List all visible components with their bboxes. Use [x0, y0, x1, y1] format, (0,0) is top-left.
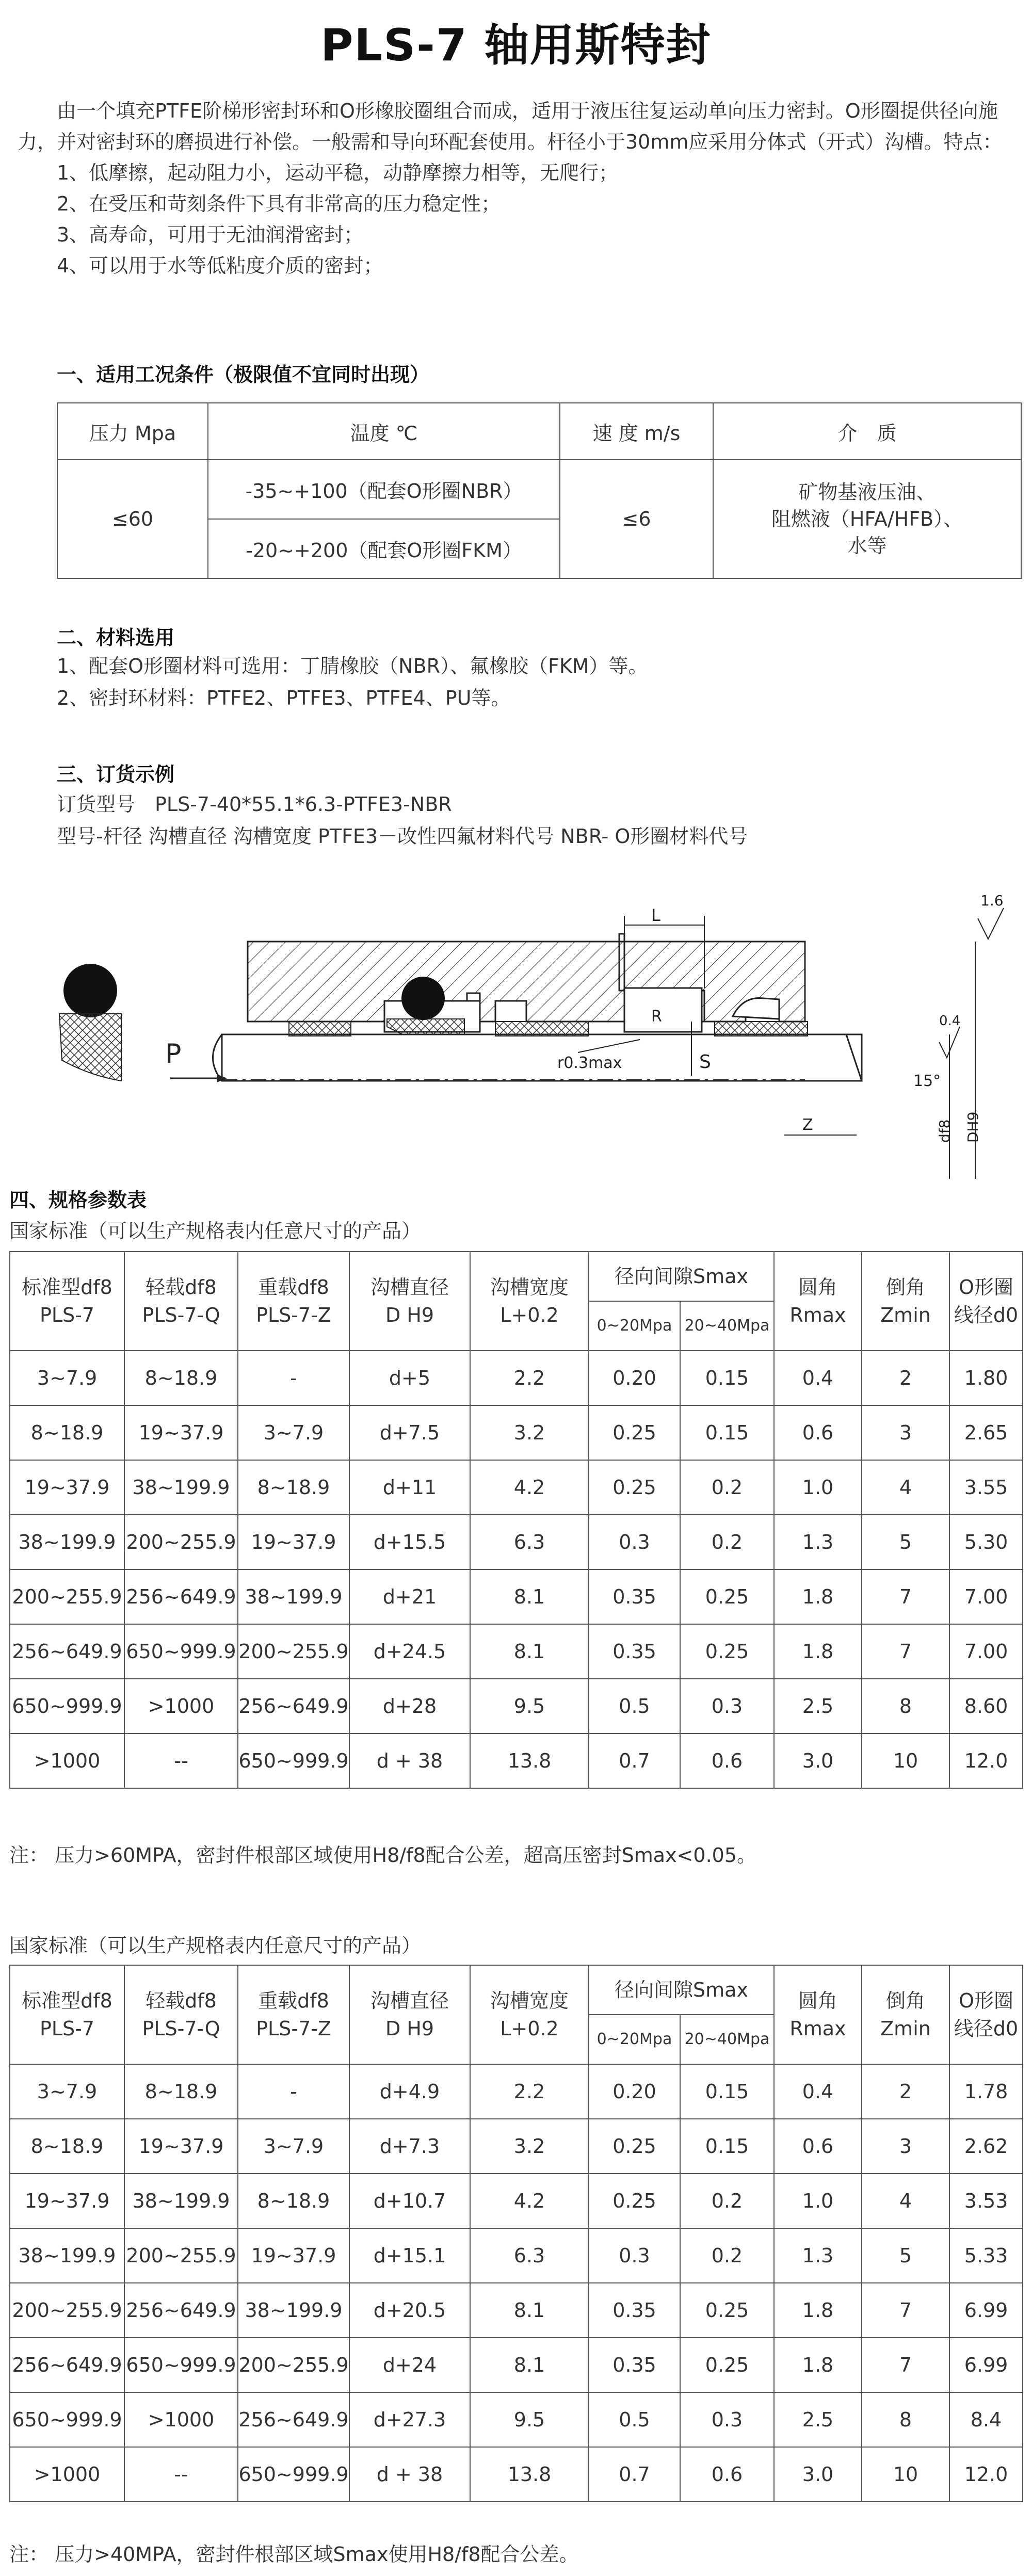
table1-note: 注： 压力>60MPA，密封件根部区域使用H8/f8配合公差，超高压密封Smax<0.05。 — [9, 1844, 757, 1867]
o-ring-icon — [63, 964, 117, 1017]
table-cell: d+5 — [349, 1351, 470, 1405]
table-row — [10, 2119, 1023, 2174]
table-cell: 5.30 — [949, 1515, 1023, 1569]
table-cell: 1.3 — [774, 2228, 862, 2283]
table-cell: 1.78 — [949, 2064, 1023, 2119]
table-cell: 2.65 — [949, 1405, 1023, 1460]
table-cell: d+20.5 — [349, 2283, 470, 2338]
table-cell: - — [238, 2064, 349, 2119]
col-oring: O形圈 线径d0 — [949, 1965, 1023, 2064]
table-cell: 650~999.9 — [238, 1733, 349, 1788]
table-cell: 0.25 — [589, 1460, 680, 1515]
table-cell: 8 — [862, 2392, 949, 2447]
table-cell: 0.3 — [589, 2228, 680, 2283]
table-cell: 5 — [862, 1515, 949, 1569]
dim-angle: 15° — [913, 1072, 941, 1090]
table-cell: 38~199.9 — [10, 2228, 124, 2283]
table-cell: 1.3 — [774, 1515, 862, 1569]
table-cell: d+27.3 — [349, 2392, 470, 2447]
table-row — [10, 2064, 1023, 2119]
table-cell: 2.5 — [774, 1679, 862, 1733]
table-cell: 0.3 — [680, 1679, 774, 1733]
medium-line: 矿物基液压油、 — [798, 481, 936, 504]
table-cell: 6.99 — [949, 2338, 1023, 2392]
dim-S: S — [699, 1051, 711, 1073]
intro-paragraph: 由一个填充PTFE阶梯形密封环和O形橡胶圈组合而成，适用于液压往复运动单向压力密封。O形圈提供径向施力，并对密封环的磨损进行补偿。一般需和导向环配套使用。杆径小于30mm应采用分体式（开式）沟槽。特点： — [18, 100, 1003, 153]
col-light: 轻载df8 PLS-7-Q — [124, 1252, 238, 1351]
table-cell: 200~255.9 — [238, 2338, 349, 2392]
spec-table-national-2 — [9, 1965, 1023, 2502]
table-cell: 0.2 — [680, 1515, 774, 1569]
table-cell: 1.8 — [774, 2283, 862, 2338]
table-cell: d+28 — [349, 1679, 470, 1733]
table-cell: 0.25 — [680, 1569, 774, 1624]
table-cell: 0.20 — [589, 2064, 680, 2119]
col-gap-low: 0~20Mpa — [589, 1301, 680, 1351]
col-gap: 径向间隙Smax — [589, 1965, 774, 2015]
table-cell: 13.8 — [470, 1733, 589, 1788]
o-ring-icon — [401, 977, 445, 1020]
order-text — [57, 788, 748, 852]
table-cell: 650~999.9 — [10, 2392, 124, 2447]
table-cell: 8.60 — [949, 1679, 1023, 1733]
speed-value: ≤6 — [560, 460, 713, 578]
table-cell: 0.4 — [774, 2064, 862, 2119]
table-cell: 8~18.9 — [124, 2064, 238, 2119]
table-cell: 8.1 — [470, 2283, 589, 2338]
table-cell: 38~199.9 — [238, 2283, 349, 2338]
table-cell: 2.62 — [949, 2119, 1023, 2174]
table-cell: 0.25 — [589, 2119, 680, 2174]
table-cell: 6.99 — [949, 2283, 1023, 2338]
table-cell: 13.8 — [470, 2447, 589, 2502]
intro-section — [18, 95, 1013, 281]
col-groove-dia: 沟槽直径 D H9 — [349, 1252, 470, 1351]
col-gap: 径向间隙Smax — [589, 1252, 774, 1301]
guide-ring — [495, 1022, 588, 1036]
table-cell: 0.15 — [680, 2119, 774, 2174]
table-row — [10, 1515, 1023, 1569]
dim-df8: df8 — [936, 1119, 953, 1143]
feature-item: 4、可以用于水等低粘度介质的密封； — [57, 254, 383, 277]
table-cell: 0.25 — [589, 1405, 680, 1460]
table-cell: 650~999.9 — [238, 2447, 349, 2502]
table-cell: 200~255.9 — [238, 1624, 349, 1679]
table-row — [10, 2228, 1023, 2283]
order-heading: 三、订货示例 — [57, 763, 175, 786]
col-oring: O形圈 线径d0 — [949, 1252, 1023, 1351]
table-cell: 0.6 — [774, 1405, 862, 1460]
table-cell: 0.5 — [589, 2392, 680, 2447]
table-cell: d + 38 — [349, 2447, 470, 2502]
table-cell: d+7.5 — [349, 1405, 470, 1460]
col-standard: 标准型df8 PLS-7 — [10, 1252, 124, 1351]
table-cell: 38~199.9 — [10, 1515, 124, 1569]
table-cell: 3~7.9 — [238, 2119, 349, 2174]
table-cell: 3.2 — [470, 1405, 589, 1460]
table-cell: 19~37.9 — [124, 2119, 238, 2174]
dim-DH9: DH9 — [964, 1111, 981, 1143]
table-cell: 7.00 — [949, 1624, 1023, 1679]
table-cell: 7 — [862, 2283, 949, 2338]
feature-item: 2、在受压和苛刻条件下具有非常高的压力稳定性； — [57, 192, 501, 215]
table-cell: 2 — [862, 2064, 949, 2119]
table-cell: 19~37.9 — [238, 2228, 349, 2283]
table-cell: 8.1 — [470, 1569, 589, 1624]
materials-text — [57, 650, 648, 714]
table-cell: 38~199.9 — [124, 1460, 238, 1515]
materials-heading: 二、材料选用 — [57, 626, 175, 649]
conditions-heading: 一、适用工况条件（极限值不宜同时出现） — [57, 363, 430, 386]
guide-ring — [289, 1022, 351, 1036]
table-cell: 9.5 — [470, 2392, 589, 2447]
header-medium: 介 质 — [713, 403, 1021, 460]
table-cell: 0.2 — [680, 1460, 774, 1515]
table-cell: 256~649.9 — [124, 2283, 238, 2338]
table-cell: 38~199.9 — [238, 1569, 349, 1624]
table-cell: 10 — [862, 1733, 949, 1788]
table-cell: 3.0 — [774, 2447, 862, 2502]
col-groove-width: 沟槽宽度 L+0.2 — [470, 1965, 589, 2064]
col-heavy: 重载df8 PLS-7-Z — [238, 1252, 349, 1351]
col-radius: 圆角 Rmax — [774, 1965, 862, 2064]
table-row — [10, 1679, 1023, 1733]
table-cell: 3.0 — [774, 1733, 862, 1788]
table-cell: 0.35 — [589, 1569, 680, 1624]
table-cell: 200~255.9 — [124, 1515, 238, 1569]
table-row — [10, 1624, 1023, 1679]
table-cell: 0.6 — [680, 1733, 774, 1788]
table-cell: 0.20 — [589, 1351, 680, 1405]
table-cell: 8 — [862, 1679, 949, 1733]
table-cell: 3 — [862, 1405, 949, 1460]
table-row — [10, 1569, 1023, 1624]
table-cell: 0.35 — [589, 2283, 680, 2338]
pressure-label: P — [165, 1039, 182, 1070]
table-cell: 7 — [862, 1624, 949, 1679]
table2-caption: 国家标准（可以生产规格表内任意尺寸的产品） — [9, 1934, 422, 1957]
table-cell: d+11 — [349, 1460, 470, 1515]
table-cell: 256~649.9 — [238, 2392, 349, 2447]
table-cell: 4.2 — [470, 1460, 589, 1515]
conditions-table — [57, 402, 1022, 579]
table-cell: 0.4 — [774, 1351, 862, 1405]
table-row — [10, 2392, 1023, 2447]
table-cell: >1000 — [10, 2447, 124, 2502]
table-cell: -- — [124, 2447, 238, 2502]
header-speed: 速 度 m/s — [560, 403, 713, 460]
table-cell: 0.7 — [589, 1733, 680, 1788]
table-row — [10, 1460, 1023, 1515]
table-cell: 0.25 — [680, 2338, 774, 2392]
table-cell: 1.8 — [774, 2338, 862, 2392]
table-row — [10, 2174, 1023, 2228]
dim-L: L — [651, 905, 660, 925]
table-row — [10, 1733, 1023, 1788]
table-cell: 0.5 — [589, 1679, 680, 1733]
table-cell: 650~999.9 — [10, 1679, 124, 1733]
table-cell: 256~649.9 — [10, 1624, 124, 1679]
table-cell: d+10.7 — [349, 2174, 470, 2228]
table1-caption: 国家标准（可以生产规格表内任意尺寸的产品） — [9, 1220, 422, 1242]
table-cell: 4 — [862, 2174, 949, 2228]
table-cell: 0.3 — [680, 2392, 774, 2447]
table-cell: 3.55 — [949, 1460, 1023, 1515]
table-cell: 19~37.9 — [238, 1515, 349, 1569]
table-cell: 200~255.9 — [10, 2283, 124, 2338]
material-line: 2、密封环材料：PTFE2、PTFE3、PTFE4、PU等。 — [57, 687, 511, 709]
col-groove-width: 沟槽宽度 L+0.2 — [470, 1252, 589, 1351]
table-cell: 256~649.9 — [238, 1679, 349, 1733]
medium-value — [713, 460, 1021, 578]
table-cell: d+15.1 — [349, 2228, 470, 2283]
table-cell: 650~999.9 — [124, 2338, 238, 2392]
table-cell: 8.1 — [470, 2338, 589, 2392]
table-cell: d+4.9 — [349, 2064, 470, 2119]
col-gap-high: 20~40Mpa — [680, 1301, 774, 1351]
table-cell: 8.4 — [949, 2392, 1023, 2447]
table-cell: d+21 — [349, 1569, 470, 1624]
page-title: PLS-7 轴用斯特封 — [320, 20, 712, 71]
table-cell: 0.15 — [680, 1405, 774, 1460]
table-cell: 1.0 — [774, 1460, 862, 1515]
table-cell: 7.00 — [949, 1569, 1023, 1624]
feature-item: 1、低摩擦，起动阻力小，运动平稳，动静摩擦力相等，无爬行； — [57, 161, 619, 184]
table-cell: d+24 — [349, 2338, 470, 2392]
table-cell: 256~649.9 — [10, 2338, 124, 2392]
table-cell: 0.15 — [680, 1351, 774, 1405]
table-cell: 9.5 — [470, 1679, 589, 1733]
table-cell: 0.3 — [589, 1515, 680, 1569]
table-cell: 0.35 — [589, 2338, 680, 2392]
temp-nbr: -35~+100（配套O形圈NBR） — [208, 460, 560, 519]
col-chamfer: 倒角 Zmin — [862, 1252, 949, 1351]
table-cell: 256~649.9 — [124, 1569, 238, 1624]
table-cell: >1000 — [124, 1679, 238, 1733]
table-row — [10, 2338, 1023, 2392]
table-cell: 0.35 — [589, 1624, 680, 1679]
col-heavy: 重载df8 PLS-7-Z — [238, 1965, 349, 2064]
table-cell: 5 — [862, 2228, 949, 2283]
seal-groove-diagram — [0, 890, 1032, 1187]
table-cell: 1.0 — [774, 2174, 862, 2228]
table-cell: 3~7.9 — [10, 2064, 124, 2119]
table-cell: d+15.5 — [349, 1515, 470, 1569]
col-groove-dia: 沟槽直径 D H9 — [349, 1965, 470, 2064]
table-cell: - — [238, 1351, 349, 1405]
housing-hatched — [248, 934, 805, 1022]
col-light: 轻载df8 PLS-7-Q — [124, 1965, 238, 2064]
table-cell: 1.8 — [774, 1569, 862, 1624]
material-line: 1、配套O形圈材料可选用：丁腈橡胶（NBR）、氟橡胶（FKM）等。 — [57, 655, 648, 677]
table-cell: 0.15 — [680, 2064, 774, 2119]
temp-fkm: -20~+200（配套O形圈FKM） — [208, 519, 560, 578]
col-gap-low: 0~20Mpa — [589, 2015, 680, 2064]
table-cell: 1.80 — [949, 1351, 1023, 1405]
table-cell: 0.2 — [680, 2174, 774, 2228]
table-cell: 6.3 — [470, 1515, 589, 1569]
table-cell: 19~37.9 — [10, 2174, 124, 2228]
table-cell: 6.3 — [470, 2228, 589, 2283]
table-cell: 7 — [862, 2338, 949, 2392]
table-cell: 2.2 — [470, 2064, 589, 2119]
table-cell: 650~999.9 — [124, 1624, 238, 1679]
table-cell: 19~37.9 — [10, 1460, 124, 1515]
table-cell: 4 — [862, 1460, 949, 1515]
table-cell: 8~18.9 — [124, 1351, 238, 1405]
table-cell: 3~7.9 — [10, 1351, 124, 1405]
col-gap-high: 20~40Mpa — [680, 2015, 774, 2064]
spec-table-national-1 — [9, 1251, 1023, 1789]
order-model: 订货型号 PLS-7-40*55.1*6.3-PTFE3-NBR — [57, 793, 452, 816]
table-cell: 0.7 — [589, 2447, 680, 2502]
table-cell: 5.33 — [949, 2228, 1023, 2283]
table-cell: 0.25 — [680, 1624, 774, 1679]
table-cell: 2.5 — [774, 2392, 862, 2447]
table-cell: 0.6 — [680, 2447, 774, 2502]
table-cell: 12.0 — [949, 1733, 1023, 1788]
table-cell: 8~18.9 — [238, 1460, 349, 1515]
specs-heading: 四、规格参数表 — [9, 1189, 147, 1211]
table-cell: d+7.3 — [349, 2119, 470, 2174]
table-cell: 3.53 — [949, 2174, 1023, 2228]
table-cell: 7 — [862, 1569, 949, 1624]
table-cell: 1.8 — [774, 1624, 862, 1679]
medium-line: 阻燃液（HFA/HFB）、 — [771, 508, 963, 530]
col-radius: 圆角 Rmax — [774, 1252, 862, 1351]
rod — [222, 1034, 862, 1081]
table-cell: 2.2 — [470, 1351, 589, 1405]
table-cell: 4.2 — [470, 2174, 589, 2228]
table-row — [10, 1351, 1023, 1405]
roughness-2: 0.4 — [939, 1013, 961, 1029]
table-cell: 200~255.9 — [124, 2228, 238, 2283]
medium-line: 水等 — [847, 534, 887, 557]
roughness-1: 1.6 — [980, 892, 1004, 909]
table2-note: 注： 压力>40MPA，密封件根部区域Smax使用H8/f8配合公差。 — [9, 2543, 579, 2566]
table-row — [10, 2447, 1023, 2502]
guide-ring — [715, 1022, 808, 1036]
table-cell: 10 — [862, 2447, 949, 2502]
table-cell: >1000 — [10, 1733, 124, 1788]
table-cell: 0.6 — [774, 2119, 862, 2174]
table-cell: 8.1 — [470, 1624, 589, 1679]
table-cell: 38~199.9 — [124, 2174, 238, 2228]
table-row — [10, 1405, 1023, 1460]
dim-radius: r0.3max — [557, 1054, 622, 1072]
table-cell: 8~18.9 — [10, 1405, 124, 1460]
table-cell: d + 38 — [349, 1733, 470, 1788]
table-cell: d+24.5 — [349, 1624, 470, 1679]
table-cell: 2 — [862, 1351, 949, 1405]
step-seal-loose — [59, 1014, 121, 1081]
table-cell: 12.0 — [949, 2447, 1023, 2502]
table-cell: 8~18.9 — [10, 2119, 124, 2174]
table-cell: >1000 — [124, 2392, 238, 2447]
col-chamfer: 倒角 Zmin — [862, 1965, 949, 2064]
step-seal — [387, 1019, 464, 1034]
table-cell: 0.25 — [589, 2174, 680, 2228]
table-cell: 3.2 — [470, 2119, 589, 2174]
table-cell: 0.2 — [680, 2228, 774, 2283]
feature-item: 3、高寿命，可用于无油润滑密封； — [57, 223, 364, 246]
table-cell: 200~255.9 — [10, 1569, 124, 1624]
header-temperature: 温度 ℃ — [208, 403, 560, 460]
table-cell: 3~7.9 — [238, 1405, 349, 1460]
order-legend: 型号-杆径 沟槽直径 沟槽宽度 PTFE3－改性四氟材料代号 NBR- O形圈材料代号 — [57, 825, 748, 848]
pressure-value: ≤60 — [57, 460, 208, 578]
table-row — [10, 2283, 1023, 2338]
table-cell: 8~18.9 — [238, 2174, 349, 2228]
dim-R: R — [651, 1008, 662, 1026]
table-cell: 0.25 — [680, 2283, 774, 2338]
table-cell: -- — [124, 1733, 238, 1788]
header-pressure: 压力 Mpa — [57, 403, 208, 460]
col-standard: 标准型df8 PLS-7 — [10, 1965, 124, 2064]
table-cell: 3 — [862, 2119, 949, 2174]
dim-Z: Z — [802, 1116, 813, 1134]
table-cell: 19~37.9 — [124, 1405, 238, 1460]
